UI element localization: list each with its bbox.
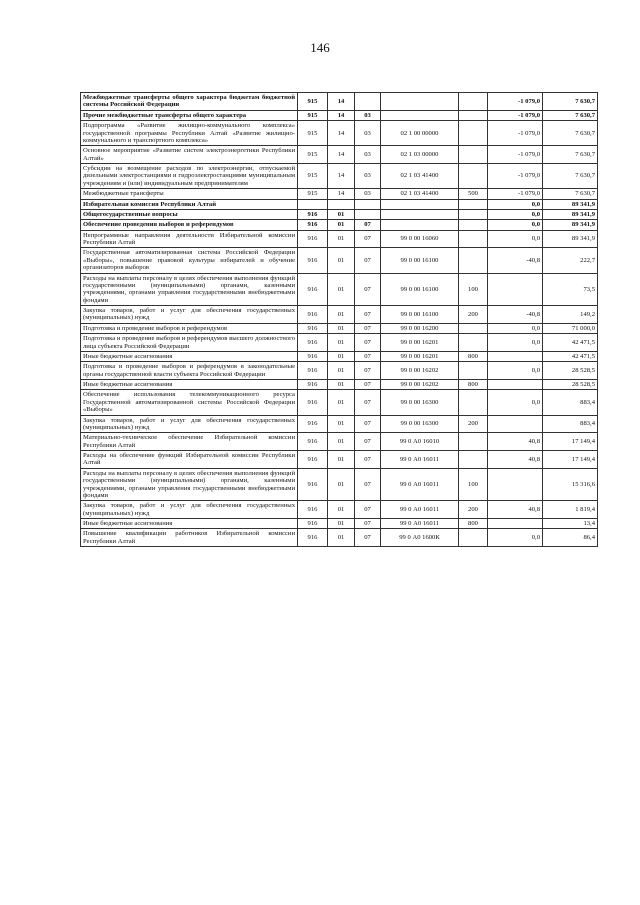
row-expense-type-cell	[459, 451, 488, 469]
page-number: 146	[310, 40, 330, 55]
row-total-amount-cell: 42 471,5	[543, 351, 598, 361]
table-row	[81, 468, 598, 501]
row-name-cell: Государственная автоматизированная система Российской Федерации «Выборы», повышение правовой культуры избирателей и обучение организаторов выборов	[81, 248, 298, 273]
row-section-cell: 01	[328, 380, 355, 390]
row-subsection-cell: 03	[355, 189, 381, 199]
row-total-amount-cell: 7 630,7	[543, 189, 598, 199]
row-subsection-cell: 07	[355, 230, 381, 248]
row-expense-type-cell: 100	[459, 273, 488, 306]
row-expense-type-cell	[459, 362, 488, 380]
row-subsection-cell: 07	[355, 433, 381, 451]
table-row	[81, 433, 598, 451]
row-subsection-cell: 07	[355, 468, 381, 501]
table-row	[81, 306, 598, 324]
row-admin-code-cell: 916	[298, 220, 328, 230]
row-section-cell: 01	[328, 273, 355, 306]
row-total-amount-cell: 149,2	[543, 306, 598, 324]
row-total-amount-cell: 7 630,7	[543, 93, 598, 111]
row-admin-code-cell: 916	[298, 415, 328, 433]
row-change-amount-cell	[488, 519, 543, 529]
row-section-cell: 14	[328, 164, 355, 189]
row-section-cell: 01	[328, 529, 355, 547]
budget-table	[80, 92, 598, 547]
row-expense-type-cell: 800	[459, 380, 488, 390]
row-target-article-cell: 99 0 А0 16010	[381, 433, 459, 451]
row-total-amount-cell: 73,5	[543, 273, 598, 306]
row-expense-type-cell: 500	[459, 189, 488, 199]
row-change-amount-cell: 0,0	[488, 220, 543, 230]
table-row	[81, 110, 598, 120]
row-target-article-cell: 99 0 00 16100	[381, 248, 459, 273]
row-total-amount-cell: 7 630,7	[543, 146, 598, 164]
row-subsection-cell: 07	[355, 451, 381, 469]
row-target-article-cell: 99 0 А0 16011	[381, 451, 459, 469]
table-row	[81, 164, 598, 189]
row-total-amount-cell: 222,7	[543, 248, 598, 273]
row-expense-type-cell: 800	[459, 519, 488, 529]
row-section-cell: 01	[328, 519, 355, 529]
row-section-cell: 14	[328, 146, 355, 164]
row-section-cell: 01	[328, 334, 355, 352]
row-admin-code-cell: 915	[298, 93, 328, 111]
row-name-cell: Обеспечение использования телекоммуникационного ресурса Государственной автоматизированной системы Российской Федерации «Выборы»	[81, 390, 298, 415]
table-body	[81, 93, 598, 547]
row-admin-code-cell: 916	[298, 468, 328, 501]
table-row	[81, 323, 598, 333]
table-row	[81, 230, 598, 248]
row-admin-code-cell: 915	[298, 110, 328, 120]
row-section-cell: 01	[328, 230, 355, 248]
row-change-amount-cell: 0,0	[488, 390, 543, 415]
table-row	[81, 351, 598, 361]
row-name-cell: Обеспечение проведения выборов и референдумов	[81, 220, 298, 230]
row-name-cell: Закупка товаров, работ и услуг для обеспечения государственных (муниципальных) нужд	[81, 501, 298, 519]
row-admin-code-cell: 916	[298, 209, 328, 219]
row-subsection-cell	[355, 93, 381, 111]
row-name-cell: Расходы на обеспечение функций Избирательной комиссии Республики Алтай	[81, 451, 298, 469]
row-section-cell: 01	[328, 451, 355, 469]
row-expense-type-cell	[459, 93, 488, 111]
row-subsection-cell: 03	[355, 146, 381, 164]
row-total-amount-cell: 89 341,9	[543, 199, 598, 209]
row-total-amount-cell: 17 149,4	[543, 451, 598, 469]
row-name-cell: Избирательная комиссия Республики Алтай	[81, 199, 298, 209]
table-row	[81, 362, 598, 380]
row-section-cell: 14	[328, 110, 355, 120]
row-admin-code-cell: 916	[298, 273, 328, 306]
row-target-article-cell: 99 0 А0 16011	[381, 501, 459, 519]
table-row	[81, 451, 598, 469]
row-change-amount-cell: 0,0	[488, 334, 543, 352]
row-change-amount-cell: 40,8	[488, 433, 543, 451]
row-subsection-cell: 03	[355, 121, 381, 146]
row-expense-type-cell	[459, 390, 488, 415]
row-change-amount-cell: 0,0	[488, 199, 543, 209]
row-name-cell: Подпрограмма «Развитие жилищно-коммунального комплекса» государственной программы Республики Алтай «Развитие жилищно-коммунального и транспортного комплекса»	[81, 121, 298, 146]
row-target-article-cell: 02 1 03 00000	[381, 146, 459, 164]
row-target-article-cell: 99 0 00 16300	[381, 415, 459, 433]
row-subsection-cell: 07	[355, 334, 381, 352]
row-name-cell: Закупка товаров, работ и услуг для обеспечения государственных (муниципальных) нужд	[81, 415, 298, 433]
table-row	[81, 189, 598, 199]
row-subsection-cell	[355, 199, 381, 209]
table-row	[81, 93, 598, 111]
row-admin-code-cell: 916	[298, 230, 328, 248]
row-change-amount-cell	[488, 351, 543, 361]
row-admin-code-cell: 916	[298, 306, 328, 324]
row-name-cell: Субсидии на возмещение расходов по электроэнергии, отпускаемой дизельными электростанциями и гидроэлектростанциями муниципальным учреждениям и (или) индивидуальным предпринимателям	[81, 164, 298, 189]
row-total-amount-cell: 71 000,0	[543, 323, 598, 333]
row-expense-type-cell	[459, 164, 488, 189]
row-expense-type-cell	[459, 334, 488, 352]
row-target-article-cell: 99 0 00 16202	[381, 380, 459, 390]
row-target-article-cell: 99 0 00 16100	[381, 273, 459, 306]
row-expense-type-cell	[459, 529, 488, 547]
row-name-cell: Иные бюджетные ассигнования	[81, 380, 298, 390]
row-name-cell: Подготовка и проведение выборов и референдумов в законодательные органы государственной власти субъекта Российской Федерации	[81, 362, 298, 380]
row-admin-code-cell: 916	[298, 334, 328, 352]
row-expense-type-cell	[459, 121, 488, 146]
row-section-cell: 01	[328, 306, 355, 324]
row-change-amount-cell: -1 079,0	[488, 93, 543, 111]
row-change-amount-cell: 0,0	[488, 362, 543, 380]
row-subsection-cell	[355, 209, 381, 219]
row-target-article-cell: 99 0 А0 1600К	[381, 529, 459, 547]
row-admin-code-cell: 916	[298, 501, 328, 519]
row-subsection-cell: 07	[355, 529, 381, 547]
row-expense-type-cell	[459, 209, 488, 219]
row-change-amount-cell	[488, 273, 543, 306]
row-expense-type-cell: 800	[459, 351, 488, 361]
row-subsection-cell: 03	[355, 110, 381, 120]
row-target-article-cell: 02 1 00 00000	[381, 121, 459, 146]
row-total-amount-cell: 89 341,9	[543, 220, 598, 230]
row-target-article-cell: 99 0 00 16060	[381, 230, 459, 248]
table-row	[81, 501, 598, 519]
row-subsection-cell: 07	[355, 362, 381, 380]
row-name-cell: Повышение квалификации работников Избирательной комиссии Республики Алтай	[81, 529, 298, 547]
row-expense-type-cell	[459, 248, 488, 273]
row-change-amount-cell: 0,0	[488, 230, 543, 248]
table-row	[81, 273, 598, 306]
row-target-article-cell	[381, 209, 459, 219]
row-admin-code-cell: 916	[298, 451, 328, 469]
row-target-article-cell: 99 0 00 16100	[381, 306, 459, 324]
row-name-cell: Материально-техническое обеспечение Избирательной комиссии Республики Алтай	[81, 433, 298, 451]
row-target-article-cell	[381, 220, 459, 230]
row-admin-code-cell: 916	[298, 323, 328, 333]
row-section-cell: 01	[328, 323, 355, 333]
row-target-article-cell: 99 0 А0 16011	[381, 519, 459, 529]
row-section-cell: 14	[328, 121, 355, 146]
row-admin-code-cell: 915	[298, 164, 328, 189]
row-expense-type-cell	[459, 146, 488, 164]
row-subsection-cell: 07	[355, 306, 381, 324]
row-total-amount-cell: 42 471,5	[543, 334, 598, 352]
row-target-article-cell: 99 0 00 16202	[381, 362, 459, 380]
row-expense-type-cell	[459, 323, 488, 333]
row-total-amount-cell: 7 630,7	[543, 164, 598, 189]
row-change-amount-cell: -1 079,0	[488, 110, 543, 120]
table-row	[81, 199, 598, 209]
row-name-cell: Расходы на выплаты персоналу в целях обеспечения выполнения функций государственными (муниципальными) органами, казенными учреждениями, органами управления государственными внебюджетными фондами	[81, 273, 298, 306]
row-change-amount-cell: 40,8	[488, 501, 543, 519]
table-row	[81, 390, 598, 415]
table-row	[81, 220, 598, 230]
row-change-amount-cell: 0,0	[488, 323, 543, 333]
row-change-amount-cell: -1 079,0	[488, 189, 543, 199]
row-section-cell: 01	[328, 362, 355, 380]
row-change-amount-cell: 0,0	[488, 529, 543, 547]
row-admin-code-cell: 916	[298, 519, 328, 529]
row-subsection-cell: 03	[355, 164, 381, 189]
table-row	[81, 334, 598, 352]
row-expense-type-cell: 200	[459, 501, 488, 519]
row-section-cell: 14	[328, 93, 355, 111]
row-change-amount-cell	[488, 468, 543, 501]
row-expense-type-cell	[459, 110, 488, 120]
row-name-cell: Общегосударственные вопросы	[81, 209, 298, 219]
row-change-amount-cell: -1 079,0	[488, 164, 543, 189]
row-name-cell: Межбюджетные трансферты	[81, 189, 298, 199]
row-section-cell	[328, 199, 355, 209]
row-section-cell: 14	[328, 189, 355, 199]
row-change-amount-cell: -40,8	[488, 306, 543, 324]
row-subsection-cell: 07	[355, 323, 381, 333]
row-expense-type-cell	[459, 433, 488, 451]
row-admin-code-cell: 916	[298, 248, 328, 273]
row-admin-code-cell: 916	[298, 351, 328, 361]
row-section-cell: 01	[328, 501, 355, 519]
row-admin-code-cell: 916	[298, 390, 328, 415]
row-section-cell: 01	[328, 433, 355, 451]
table-row	[81, 209, 598, 219]
row-name-cell: Иные бюджетные ассигнования	[81, 351, 298, 361]
row-admin-code-cell	[298, 199, 328, 209]
row-section-cell: 01	[328, 468, 355, 501]
row-name-cell: Расходы на выплаты персоналу в целях обеспечения выполнения функций государственными (муниципальными) органами, казенными учреждениями, органами управления государственными внебюджетными фондами	[81, 468, 298, 501]
table-row	[81, 529, 598, 547]
row-subsection-cell: 07	[355, 390, 381, 415]
row-total-amount-cell: 28 528,5	[543, 380, 598, 390]
table-row	[81, 248, 598, 273]
row-total-amount-cell: 883,4	[543, 390, 598, 415]
row-change-amount-cell: 40,8	[488, 451, 543, 469]
row-total-amount-cell: 86,4	[543, 529, 598, 547]
row-total-amount-cell: 7 630,7	[543, 121, 598, 146]
row-expense-type-cell	[459, 199, 488, 209]
row-total-amount-cell: 89 341,9	[543, 209, 598, 219]
row-section-cell: 01	[328, 209, 355, 219]
row-section-cell: 01	[328, 248, 355, 273]
row-total-amount-cell: 17 149,4	[543, 433, 598, 451]
row-total-amount-cell: 13,4	[543, 519, 598, 529]
row-section-cell: 01	[328, 415, 355, 433]
row-change-amount-cell: -1 079,0	[488, 121, 543, 146]
row-subsection-cell: 07	[355, 220, 381, 230]
row-name-cell: Основное мероприятие «Развитие систем электроэнергетики Республики Алтай»	[81, 146, 298, 164]
row-subsection-cell: 07	[355, 519, 381, 529]
row-total-amount-cell: 15 316,6	[543, 468, 598, 501]
table-row	[81, 519, 598, 529]
row-section-cell: 01	[328, 220, 355, 230]
row-subsection-cell: 07	[355, 248, 381, 273]
row-target-article-cell: 02 1 03 41400	[381, 189, 459, 199]
row-admin-code-cell: 915	[298, 146, 328, 164]
row-subsection-cell: 07	[355, 273, 381, 306]
table-row	[81, 121, 598, 146]
row-admin-code-cell: 916	[298, 433, 328, 451]
row-expense-type-cell: 200	[459, 415, 488, 433]
row-target-article-cell: 99 0 00 16201	[381, 351, 459, 361]
row-name-cell: Прочие межбюджетные трансферты общего характера	[81, 110, 298, 120]
row-change-amount-cell: -40,8	[488, 248, 543, 273]
row-change-amount-cell	[488, 380, 543, 390]
row-target-article-cell: 99 0 00 16300	[381, 390, 459, 415]
row-subsection-cell: 07	[355, 380, 381, 390]
row-change-amount-cell: 0,0	[488, 209, 543, 219]
row-expense-type-cell: 100	[459, 468, 488, 501]
row-change-amount-cell: -1 079,0	[488, 146, 543, 164]
row-section-cell: 01	[328, 390, 355, 415]
row-expense-type-cell: 200	[459, 306, 488, 324]
row-expense-type-cell	[459, 230, 488, 248]
table-row	[81, 146, 598, 164]
table-row	[81, 415, 598, 433]
row-total-amount-cell: 7 630,7	[543, 110, 598, 120]
row-target-article-cell	[381, 93, 459, 111]
row-subsection-cell: 07	[355, 351, 381, 361]
row-target-article-cell: 99 0 00 16201	[381, 334, 459, 352]
row-total-amount-cell: 1 819,4	[543, 501, 598, 519]
row-target-article-cell: 99 0 00 16200	[381, 323, 459, 333]
row-subsection-cell: 07	[355, 501, 381, 519]
row-name-cell: Межбюджетные трансферты общего характера бюджетам бюджетной системы Российской Федерации	[81, 93, 298, 111]
row-target-article-cell	[381, 110, 459, 120]
row-change-amount-cell	[488, 415, 543, 433]
row-admin-code-cell: 915	[298, 121, 328, 146]
row-section-cell: 01	[328, 351, 355, 361]
row-total-amount-cell: 89 341,9	[543, 230, 598, 248]
row-admin-code-cell: 916	[298, 529, 328, 547]
table-row	[81, 380, 598, 390]
row-target-article-cell: 99 0 А0 16011	[381, 468, 459, 501]
row-admin-code-cell: 916	[298, 380, 328, 390]
row-subsection-cell: 07	[355, 415, 381, 433]
row-target-article-cell: 02 1 03 41400	[381, 164, 459, 189]
row-total-amount-cell: 883,4	[543, 415, 598, 433]
row-total-amount-cell: 28 528,5	[543, 362, 598, 380]
row-admin-code-cell: 916	[298, 362, 328, 380]
row-target-article-cell	[381, 199, 459, 209]
row-name-cell: Иные бюджетные ассигнования	[81, 519, 298, 529]
row-name-cell: Закупка товаров, работ и услуг для обеспечения государственных (муниципальных) нужд	[81, 306, 298, 324]
row-expense-type-cell	[459, 220, 488, 230]
row-name-cell: Подготовка и проведение выборов и референдумов высшего должностного лица субъекта Российской Федерации	[81, 334, 298, 352]
row-name-cell: Непрограммные направления деятельности Избирательной комиссии Республики Алтай	[81, 230, 298, 248]
row-name-cell: Подготовка и проведение выборов и референдумов	[81, 323, 298, 333]
row-admin-code-cell: 915	[298, 189, 328, 199]
